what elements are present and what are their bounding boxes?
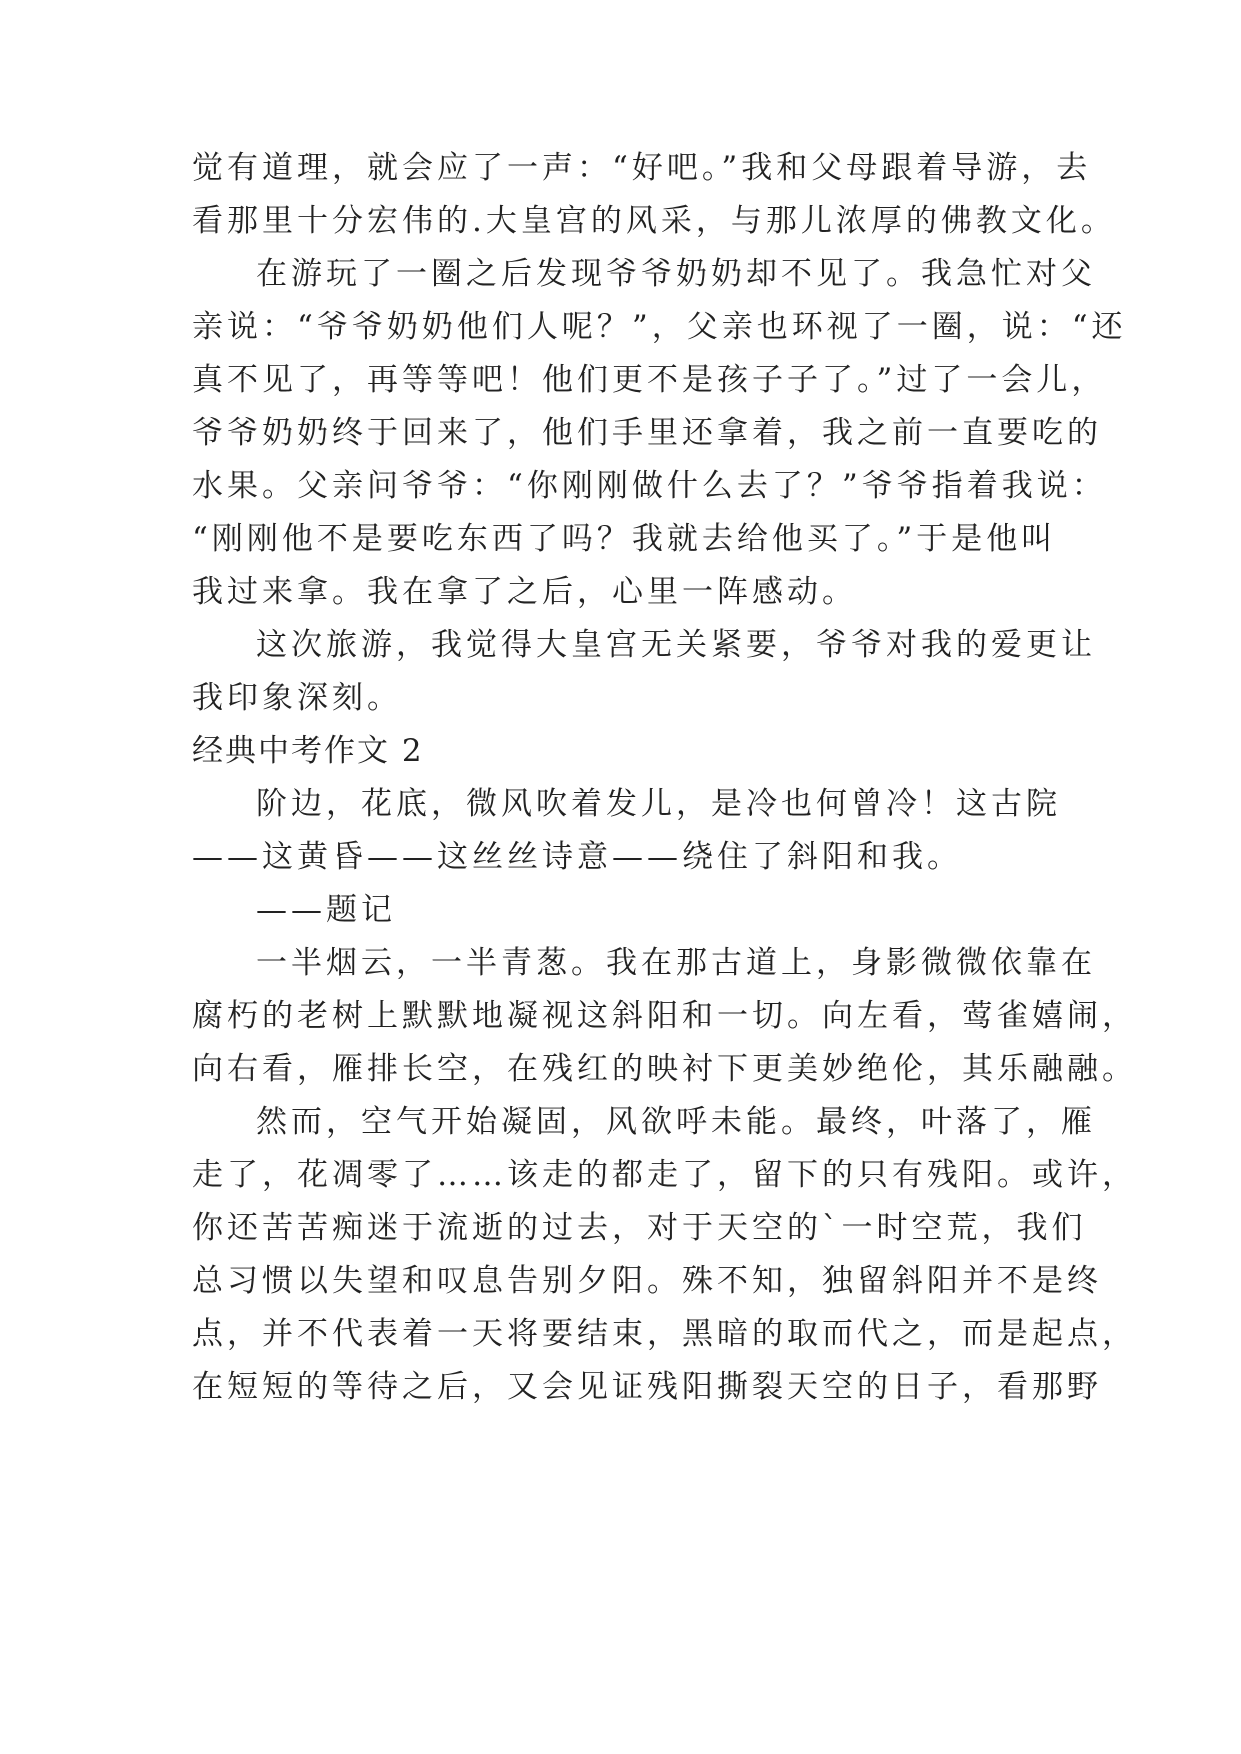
epigraph-signature: ——题记 bbox=[256, 892, 396, 928]
paragraph-first-line: 阶边，花底，微风吹着发儿，是冷也何曾冷！这古院 bbox=[256, 786, 1061, 822]
paragraph-first-line: 这次旅游，我觉得大皇宫无关紧要，爷爷对我的爱更让 bbox=[256, 627, 1096, 663]
text-line: 我过来拿。我在拿了之后，心里一阵感动。 bbox=[192, 574, 857, 610]
section-heading: 经典中考作文 2 bbox=[192, 733, 424, 769]
text-line: 腐朽的老树上默默地凝视这斜阳和一切。向左看，莺雀嬉闹， bbox=[192, 998, 1137, 1034]
paragraph-first-line: 一半烟云，一半青葱。我在那古道上，身影微微依靠在 bbox=[256, 945, 1096, 981]
text-line: “刚刚他不是要吃东西了吗？我就去给他买了。”于是他叫 bbox=[192, 521, 1057, 557]
text-line: 亲说：“爷爷奶奶他们人呢？”，父亲也环视了一圈，说：“还 bbox=[192, 309, 1127, 345]
text-line: 觉有道理，就会应了一声：“好吧。”我和父母跟着导游，去 bbox=[192, 150, 1092, 186]
text-line: 看那里十分宏伟的.大皇宫的风采，与那儿浓厚的佛教文化。 bbox=[192, 203, 1116, 239]
text-line: 向右看，雁排长空，在残红的映衬下更美妙绝伦，其乐融融。 bbox=[192, 1051, 1137, 1087]
text-line: 总习惯以失望和叹息告别夕阳。殊不知，独留斜阳并不是终 bbox=[192, 1263, 1102, 1299]
paragraph-first-line: 在游玩了一圈之后发现爷爷奶奶却不见了。我急忙对父 bbox=[256, 256, 1096, 292]
text-line: 爷爷奶奶终于回来了，他们手里还拿着，我之前一直要吃的 bbox=[192, 415, 1102, 451]
text-line: 走了，花凋零了……该走的都走了，留下的只有残阳。或许， bbox=[192, 1157, 1137, 1193]
text-line: 在短短的等待之后，又会见证残阳撕裂天空的日子，看那野 bbox=[192, 1369, 1102, 1405]
text-line: 我印象深刻。 bbox=[192, 680, 402, 716]
text-line: 点，并不代表着一天将要结束，黑暗的取而代之，而是起点， bbox=[192, 1316, 1137, 1352]
text-line: 你还苦苦痴迷于流逝的过去，对于天空的`一时空荒，我们 bbox=[192, 1210, 1087, 1246]
text-line: ——这黄昏——这丝丝诗意——绕住了斜阳和我。 bbox=[192, 839, 962, 875]
paragraph-first-line: 然而，空气开始凝固，风欲呼未能。最终，叶落了，雁 bbox=[256, 1104, 1096, 1140]
text-line: 真不见了，再等等吧！他们更不是孩子子了。”过了一会儿， bbox=[192, 362, 1107, 398]
text-line: 水果。父亲问爷爷：“你刚刚做什么去了？”爷爷指着我说： bbox=[192, 468, 1107, 504]
